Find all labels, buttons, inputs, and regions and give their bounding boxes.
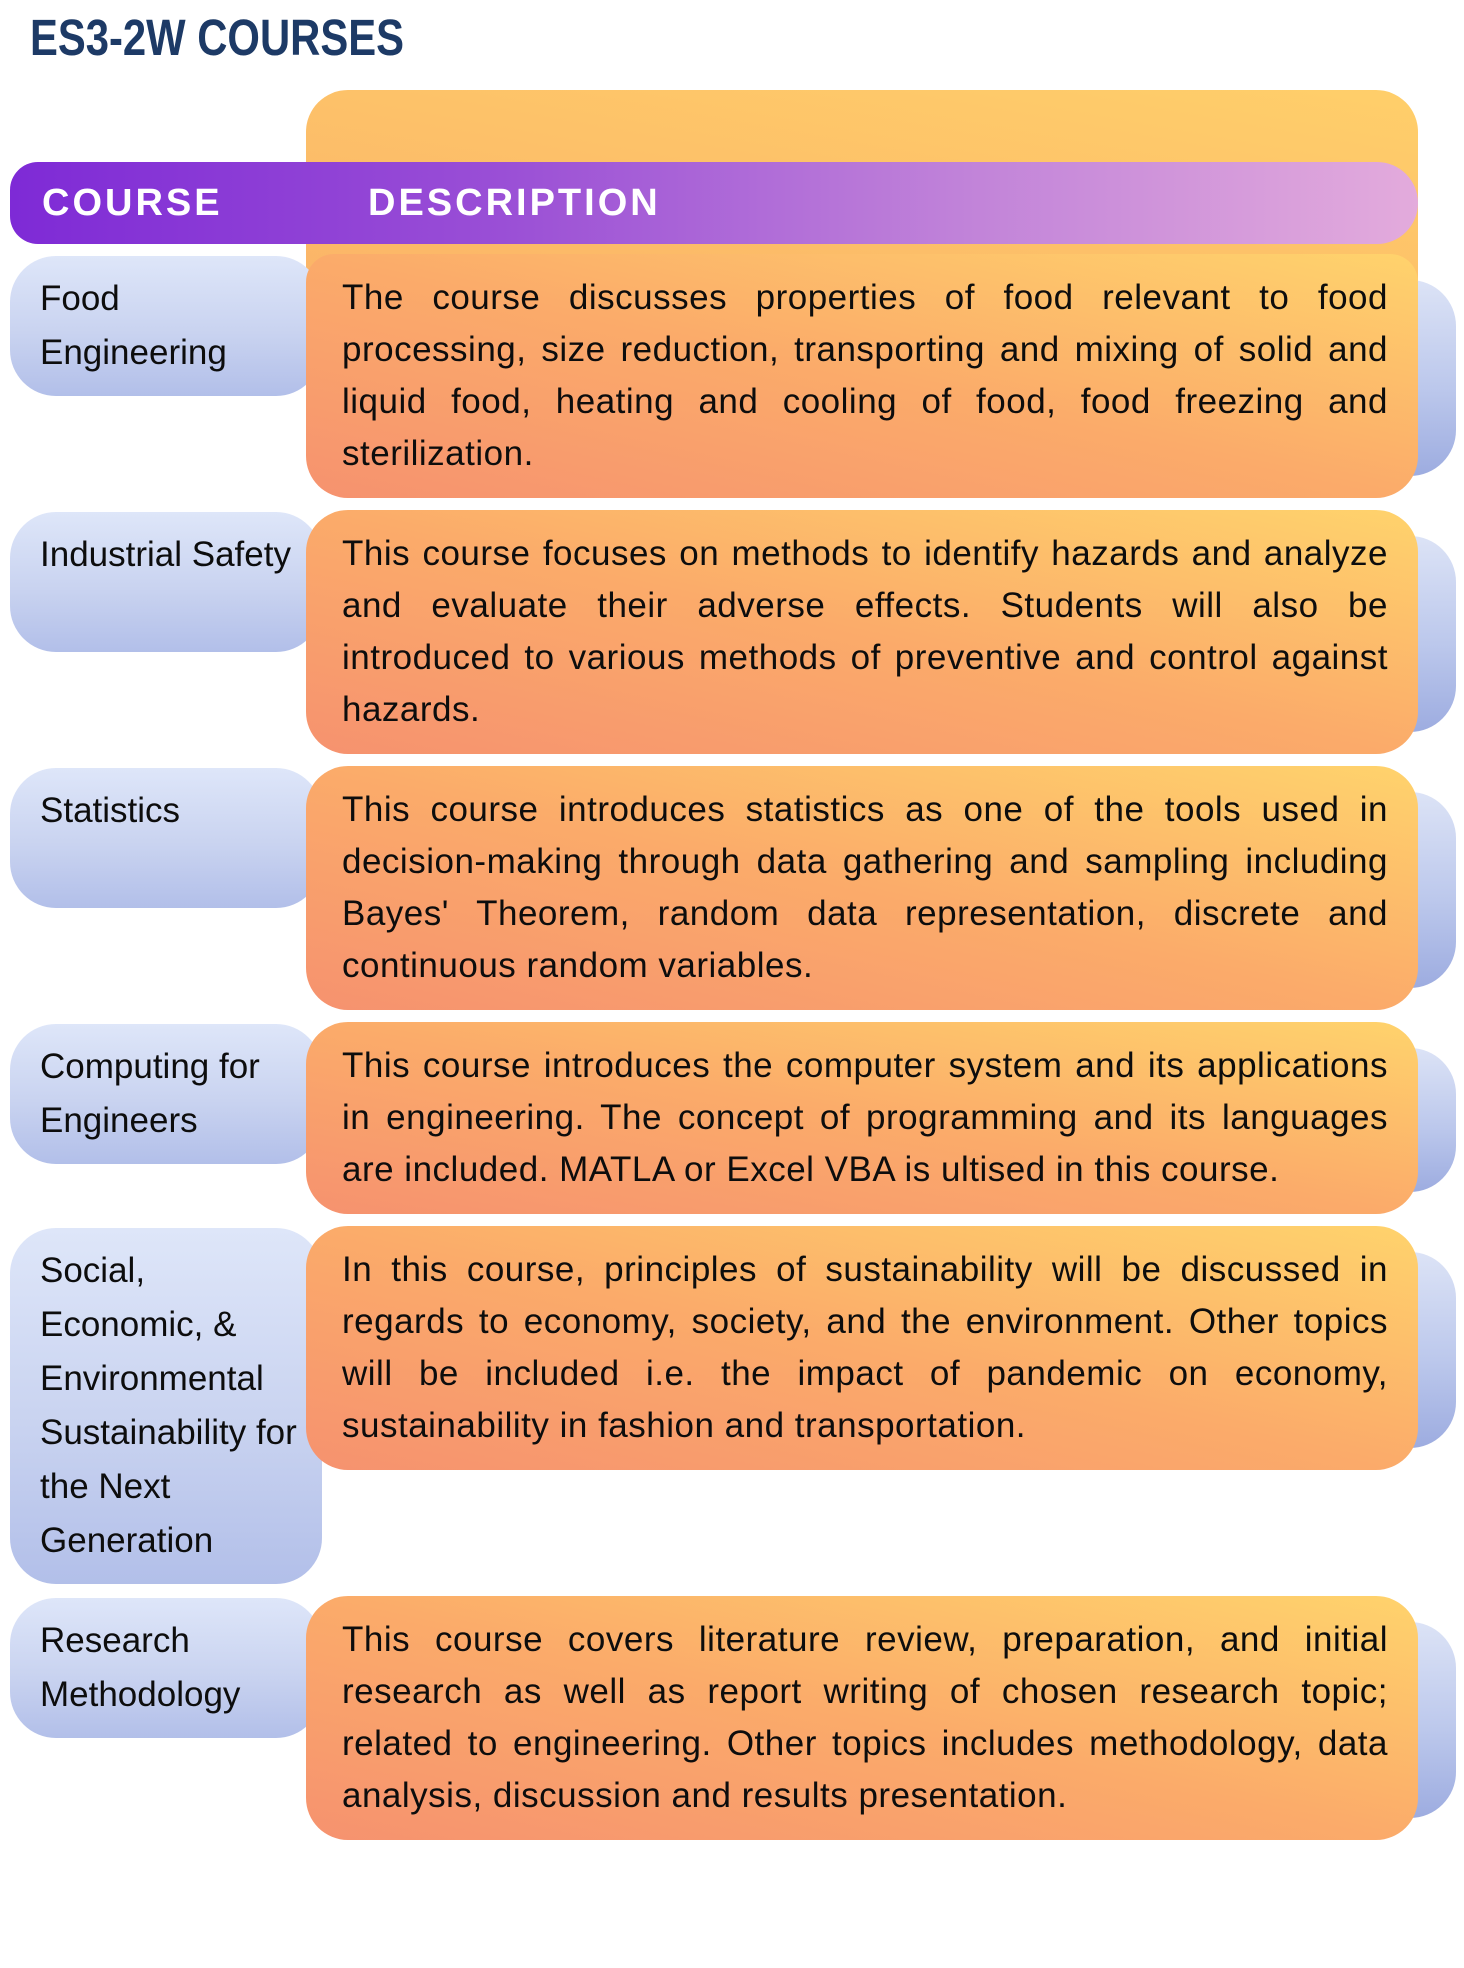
header-course-label: COURSE bbox=[42, 182, 223, 224]
description-wrap bbox=[306, 254, 1456, 498]
table-row bbox=[10, 1022, 1456, 1214]
description-cell bbox=[306, 766, 1418, 1010]
description-wrap bbox=[306, 1022, 1456, 1214]
description-text: The course discusses properties of food relevant to food processing, size reduction, transporting and mixing of solid and liquid food, heating and cooling of food, food freezing and sterilization. bbox=[342, 278, 1388, 473]
description-wrap bbox=[306, 510, 1456, 754]
description-cell bbox=[306, 510, 1418, 754]
course-cell: Research Methodology bbox=[10, 1598, 322, 1738]
table-row bbox=[10, 510, 1456, 754]
course-table bbox=[10, 90, 1456, 1852]
course-cell: Statistics bbox=[10, 768, 322, 908]
table-row bbox=[10, 254, 1456, 498]
description-cell bbox=[306, 1226, 1418, 1470]
description-text: This course introduces statistics as one of the tools used in decision-making through data gathering and sampling including Bayes' Theorem, random data representation, discrete and continuous random variables. bbox=[342, 790, 1388, 985]
table-row bbox=[10, 766, 1456, 1010]
course-cell: Computing for Engineers bbox=[10, 1024, 322, 1164]
description-wrap bbox=[306, 766, 1456, 1010]
course-cell: Food Engineering bbox=[10, 256, 322, 396]
header-description-label: DESCRIPTION bbox=[368, 182, 661, 224]
course-cell: Social, Economic, & Environmental Sustainability for the Next Generation bbox=[10, 1228, 322, 1584]
description-text: This course focuses on methods to identify hazards and analyze and evaluate their adverse effects. Students will also be introduced to various methods of preventive and control against hazards. bbox=[342, 534, 1388, 729]
description-wrap bbox=[306, 1226, 1456, 1470]
table-row bbox=[10, 1226, 1456, 1584]
description-text: In this course, principles of sustainability will be discussed in regards to economy, society, and the environment. Other topics will be included i.e. the impact of pandemic on economy, sustainability in fashion and transportation. bbox=[342, 1250, 1388, 1445]
description-wrap bbox=[306, 1596, 1456, 1840]
description-cell bbox=[306, 254, 1418, 498]
page-title: ES3-2W COURSES bbox=[30, 10, 404, 67]
table-header bbox=[10, 162, 1418, 244]
table-row bbox=[10, 1596, 1456, 1840]
course-cell: Industrial Safety bbox=[10, 512, 322, 652]
description-text: This course introduces the computer system and its applications in engineering. The concept of programming and its languages are included. MATLA or Excel VBA is ultised in this course. bbox=[342, 1046, 1388, 1189]
description-text: This course covers literature review, preparation, and initial research as well as report writing of chosen research topic; related to engineering. Other topics includes methodology, data analysis, discussion and results presentation. bbox=[342, 1620, 1388, 1815]
description-cell bbox=[306, 1596, 1418, 1840]
description-cell bbox=[306, 1022, 1418, 1214]
